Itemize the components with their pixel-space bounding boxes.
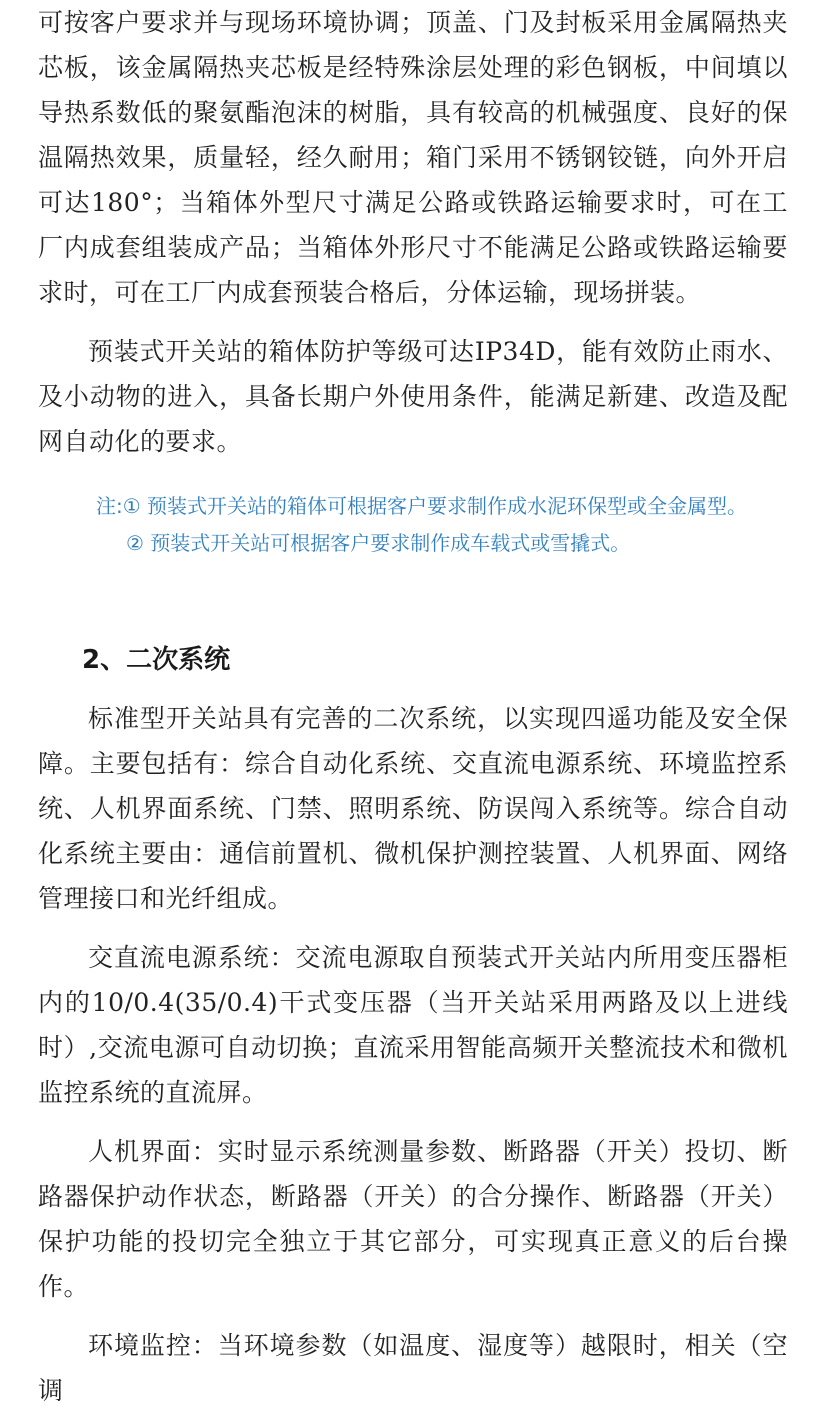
note-line-2: ② 预装式开关站可根据客户要求制作成车载式或雪撬式。 [126,531,631,555]
notes-block [96,488,788,562]
body-paragraph-environment-monitoring: 环境监控：当环境参数（如温度、湿度等）越限时，相关（空调 [38,1331,788,1405]
body-paragraph-hmi: 人机界面：实时显示系统测量参数、断路器（开关）投切、断路器保护动作状态，断路器（开关）的合分操作、断路器（开关）保护功能的投切完全独立于其它部分，可实现真正意义的后台操作。 [38,1137,788,1301]
body-paragraph-protection-level: 预装式开关站的箱体防护等级可达IP34D，能有效防止雨水、及小动物的进入，具备长期户外使用条件，能满足新建、改造及配网自动化的要求。 [38,337,788,456]
body-paragraph-power-system: 交直流电源系统：交流电源取自预装式开关站内所用变压器柜内的10/0.4(35/0.4)干式变压器（当开关站采用两路及以上进线时）,交流电源可自动切换；直流采用智能高频开关整流技术和微机监控系统的直流屏。 [38,943,788,1107]
section-heading: 2、二次系统 [82,645,231,675]
note-line-1: 注:① 预装式开关站的箱体可根据客户要求制作成水泥环保型或全金属型。 [96,494,748,518]
body-paragraph-secondary-system: 标准型开关站具有完善的二次系统，以实现四遥功能及安全保障。主要包括有：综合自动化系统、交直流电源系统、环境监控系统、人机界面系统、门禁、照明系统、防误闯入系统等。综合自动化系统主要由：通信前置机、微机保护测控装置、人机界面、网络管理接口和光纤组成。 [38,704,788,913]
body-paragraph-enclosure-materials: 可按客户要求并与现场环境协调；顶盖、门及封板采用金属隔热夹芯板，该金属隔热夹芯板是经特殊涂层处理的彩色钢板，中间填以导热系数低的聚氨酯泡沫的树脂，具有较高的机械强度、良好的保温隔热效果，质量轻，经久耐用；箱门采用不锈钢铰链，向外开启可达180°；当箱体外型尺寸满足公路或铁路运输要求时，可在工厂内成套组装成产品；当箱体外形尺寸不能满足公路或铁路运输要求时，可在工厂内成套预装合格后，分体运输，现场拼装。 [38,8,788,307]
